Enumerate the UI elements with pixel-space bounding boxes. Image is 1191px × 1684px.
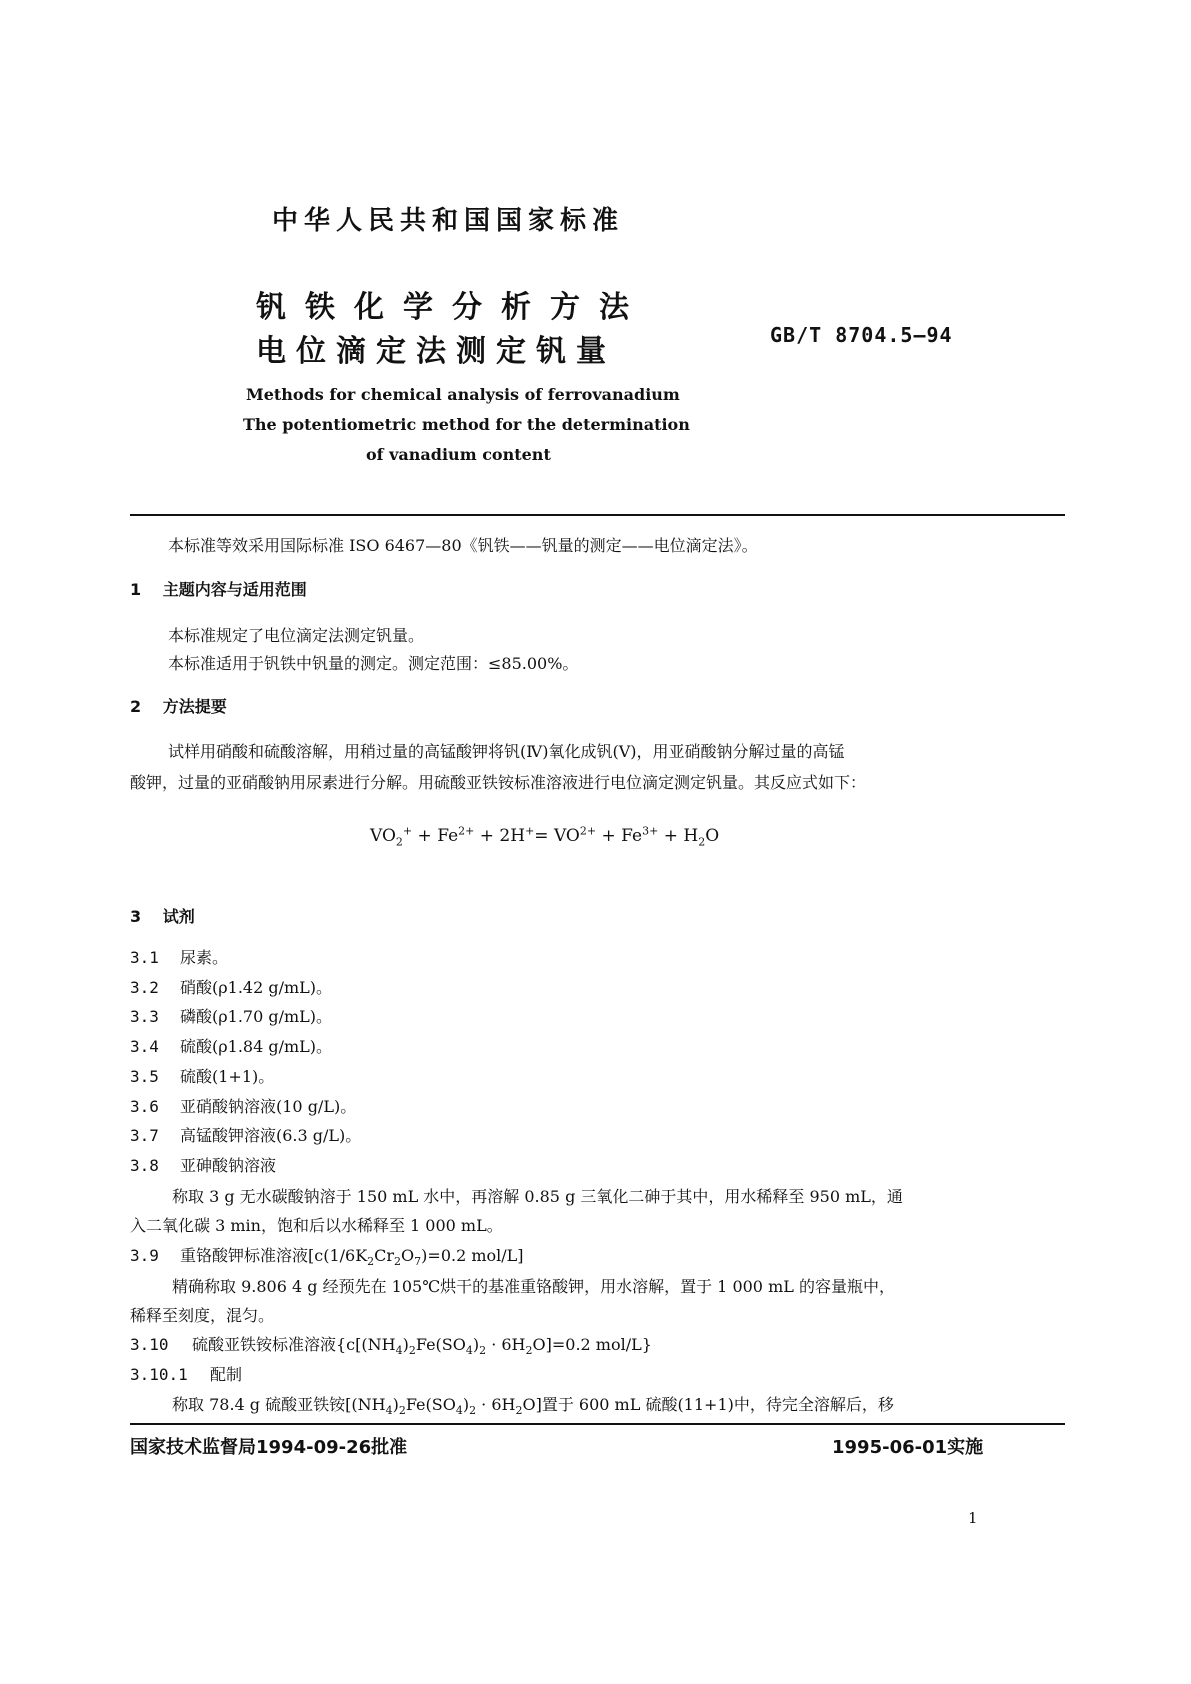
english-title-line2: The potentiometric method for the determination <box>243 415 690 434</box>
reagent-item: 3.5 硫酸(1+1)。 <box>130 1067 275 1086</box>
section-2-title: 方法提要 <box>162 697 227 716</box>
reagent-item-3-10-1: 3.10.1 配制 <box>130 1365 243 1384</box>
english-title-line3: of vanadium content <box>366 445 551 464</box>
reagent-3-8-paragraph-line1: 称取 3 g 无水碳酸钠溶于 150 mL 水中，再溶解 0.85 g 三氧化二砷于其中，用水稀释至 950 mL，通 <box>172 1187 903 1206</box>
reagent-3-9-paragraph-line2: 稀释至刻度，混匀。 <box>130 1306 275 1325</box>
reagent-item: 3.3 磷酸(ρ1.70 g/mL)。 <box>130 1007 333 1026</box>
reagent-item-3-9: 3.9 重铬酸钾标准溶液[$c(1/6K_2Cr_2O_7)=0.2$ mol/L] <box>130 1246 524 1269</box>
section-3-heading <box>130 904 195 927</box>
national-standard-title: 中华人民共和国国家标准 <box>272 206 625 236</box>
reagent-3-10-1-paragraph: 称取 78.4 g 硫酸亚铁铵$[(NH_4)_2Fe(SO_4)_2 \cdot 6H_2O]$置于 600 mL 硫酸(11+1)中，待完全溶解后，移 <box>172 1395 894 1418</box>
footer-divider <box>130 1423 1065 1425</box>
section-1-paragraph-1: 本标准规定了电位滴定法测定钒量。 <box>168 626 425 645</box>
reagent-item: 3.6 亚硝酸钠溶液(10 g/L)。 <box>130 1097 357 1116</box>
section-1-title: 主题内容与适用范围 <box>162 580 307 599</box>
reagent-3-8-paragraph-line2: 入二氧化碳 3 min，饱和后以水稀释至 1 000 mL。 <box>130 1216 503 1235</box>
section-2-heading <box>130 694 227 717</box>
reagent-item: 3.1 尿素。 <box>130 948 229 967</box>
standard-number: GB/T 8704.5—94 <box>770 323 953 347</box>
page-number: 1 <box>968 1509 978 1527</box>
english-title-line1: Methods for chemical analysis of ferrovanadium <box>246 385 680 404</box>
reagent-item: 3.8 亚砷酸钠溶液 <box>130 1156 277 1175</box>
section-2-number: 2 <box>130 697 142 716</box>
section-1-number: 1 <box>130 580 142 599</box>
document-title-line2: 电位滴定法测定钒量 <box>256 334 616 369</box>
reagent-item: 3.4 硫酸(ρ1.84 g/mL)。 <box>130 1037 333 1056</box>
document-title-line1: 钒铁化学分析方法 <box>256 290 648 325</box>
reagent-3-9-paragraph-line1: 精确称取 9.806 4 g 经预先在 105℃烘干的基准重铬酸钾，用水溶解，置于 1 000 mL 的容量瓶中， <box>172 1277 895 1296</box>
section-1-heading <box>130 577 307 600</box>
section-3-title: 试剂 <box>162 907 195 926</box>
reagent-item: 3.7 高锰酸钾溶液(6.3 g/L)。 <box>130 1126 362 1145</box>
header-divider <box>130 514 1065 516</box>
section-3-number: 3 <box>130 907 142 926</box>
section-2-paragraph-line2: 酸钾，过量的亚硝酸钠用尿素进行分解。用硫酸亚铁铵标准溶液进行电位滴定测定钒量。其反应式如下： <box>130 773 867 792</box>
reagent-item-3-10: 3.10 硫酸亚铁铵标准溶液{$c[(NH_4)_2Fe(SO_4)_2 \cdot 6H_2O]=0.2$ mol/L} <box>130 1335 652 1358</box>
intro-paragraph: 本标准等效采用国际标准 ISO 6467—80《钒铁——钒量的测定——电位滴定法》。 <box>168 536 758 555</box>
approval-line: 国家技术监督局1994-09-26批准 <box>130 1437 408 1458</box>
section-2-paragraph-line1: 试样用硝酸和硫酸溶解，用稍过量的高锰酸钾将钒(Ⅳ)氧化成钒(Ⅴ)，用亚硝酸钠分解过量的高锰 <box>168 742 845 761</box>
reaction-equation: $VO_2^+ + Fe^{2+} + 2H^+= VO^{2+} + Fe^{3+} + H_2O$ <box>370 824 720 849</box>
section-1-paragraph-2: 本标准适用于钒铁中钒量的测定。测定范围：≤85.00%。 <box>168 654 579 673</box>
effective-date: 1995-06-01实施 <box>832 1437 984 1458</box>
reagent-item: 3.2 硝酸(ρ1.42 g/mL)。 <box>130 978 333 997</box>
